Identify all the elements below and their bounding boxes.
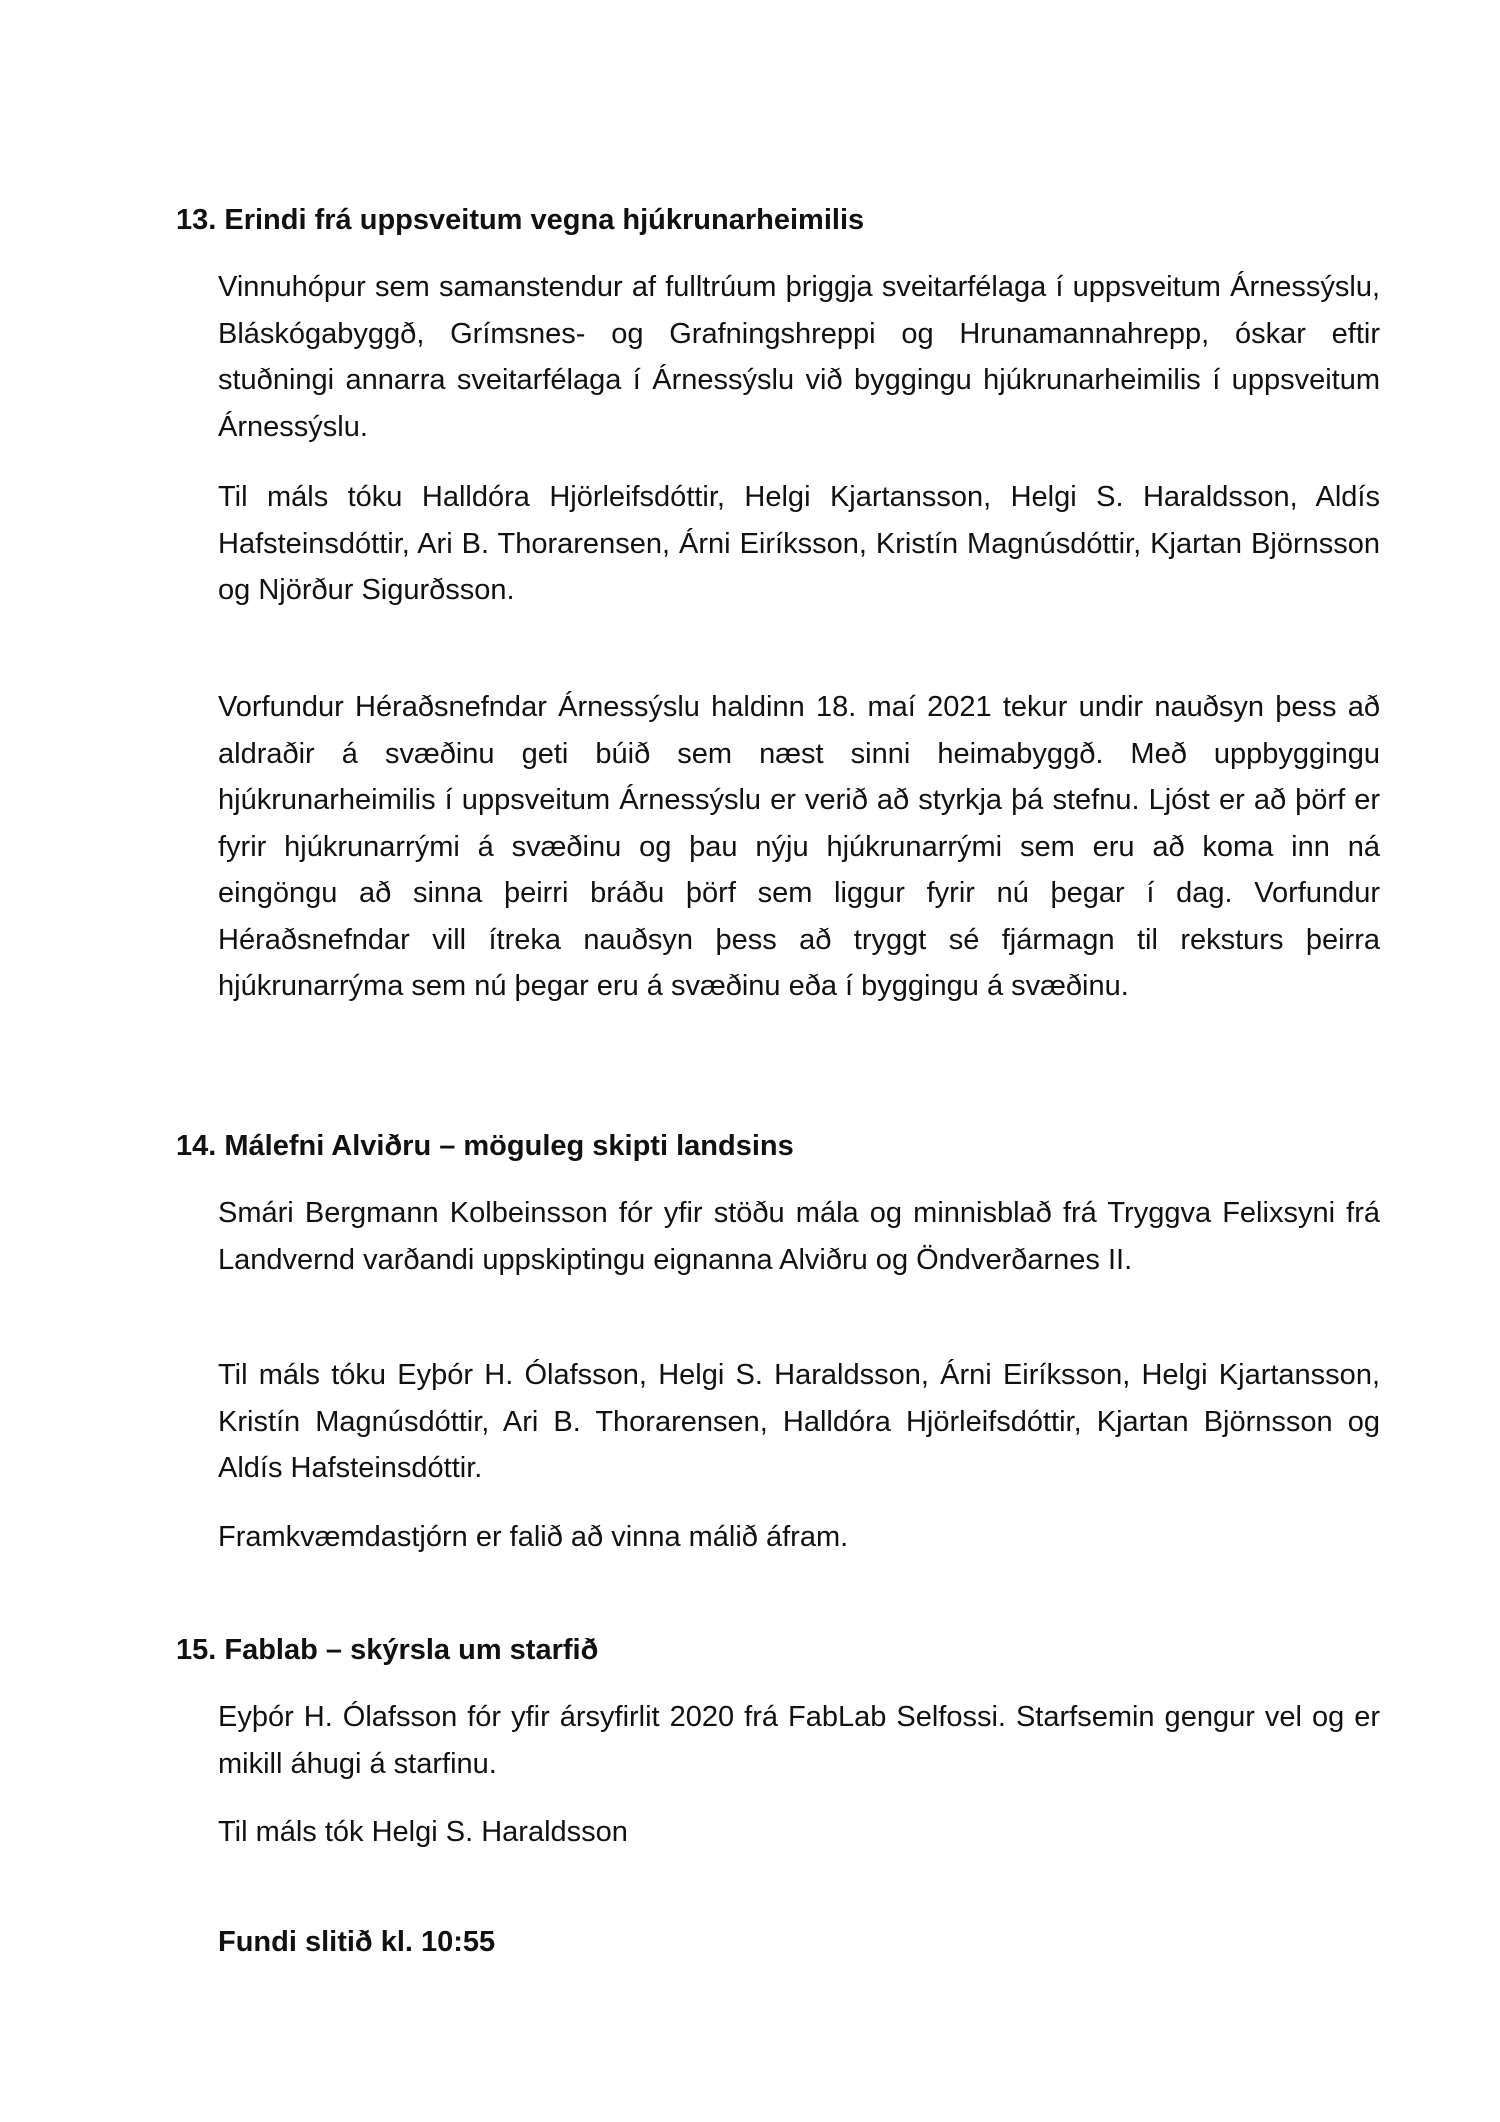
section-14-paragraph-1: Smári Bergmann Kolbeinsson fór yfir stöðu mála og minnisblað frá Tryggva Felixsyni frá Landvernd varðandi uppskiptingu eignanna Alviðru og Öndverðarnes II.	[218, 1197, 1380, 1276]
section-14-heading: 14. Málefni Alviðru – möguleg skipti landsins	[176, 1130, 794, 1162]
section-13-paragraph-2: Til máls tóku Halldóra Hjörleifsdóttir, Helgi Kjartansson, Helgi S. Haraldsson, Aldís Hafsteinsdóttir, Ari B. Thorarensen, Árni Eiríksson, Kristín Magnúsdóttir, Kjartan Björnsson og Njörður Sigurðsson.	[218, 481, 1380, 606]
section-14-paragraph-3: Framkvæmdastjórn er falið að vinna málið áfram.	[218, 1521, 849, 1553]
section-13-heading: 13. Erindi frá uppsveitum vegna hjúkrunarheimilis	[176, 204, 865, 236]
section-13-paragraph-1: Vinnuhópur sem samanstendur af fulltrúum þriggja sveitarfélaga í uppsveitum Árnessýslu, Bláskógabyggð, Grímsnes- og Grafningshreppi og Hrunamannahrepp, óskar eftir stuðningi annarra sveitarfélaga í Árnessýslu við byggingu hjúkrunarheimilis í uppsveitum Árnessýslu.	[218, 271, 1380, 443]
section-15-paragraph-1: Eyþór H. Ólafsson fór yfir ársyfirlit 2020 frá FabLab Selfossi. Starfsemin gengur vel og er mikill áhugi á starfinu.	[218, 1701, 1380, 1780]
section-15-paragraph-2: Til máls tók Helgi S. Haraldsson	[218, 1816, 628, 1848]
section-15-heading: 15. Fablab – skýrsla um starfið	[176, 1634, 599, 1666]
meeting-closing-text: Fundi slitið kl. 10:55	[218, 1926, 496, 1958]
section-14-paragraph-2: Til máls tóku Eyþór H. Ólafsson, Helgi S. Haraldsson, Árni Eiríksson, Helgi Kjartansson, Kristín Magnúsdóttir, Ari B. Thorarensen, Halldóra Hjörleifsdóttir, Kjartan Björnsson og Aldís Hafsteinsdóttir.	[218, 1359, 1380, 1484]
section-13-paragraph-3: Vorfundur Héraðsnefndar Árnessýslu haldinn 18. maí 2021 tekur undir nauðsyn þess að aldraðir á svæðinu geti búið sem næst sinni heimabyggð. Með uppbyggingu hjúkrunarheimilis í uppsveitum Árnessýslu er verið að styrkja þá stefnu. Ljóst er að þörf er fyrir hjúkrunarrými á svæðinu og þau nýju hjúkrunarrými sem eru að koma inn ná eingöngu að sinna þeirri bráðu þörf sem liggur fyrir nú þegar í dag. Vorfundur Héraðsnefndar vill ítreka nauðsyn þess að tryggt sé fjármagn til reksturs þeirra hjúkrunarrýma sem nú þegar eru á svæðinu eða í byggingu á svæðinu.	[218, 691, 1380, 1002]
